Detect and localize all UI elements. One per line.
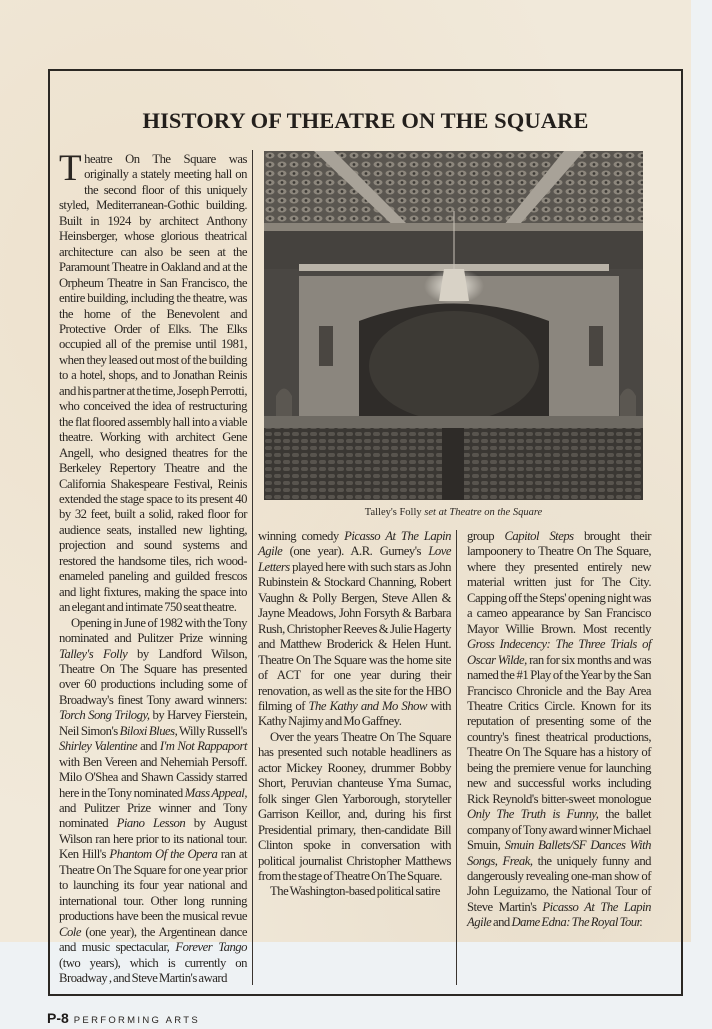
text-run: by Harvey Fierstein, Neil Simon's [59,708,247,738]
article-paragraph [59,148,247,616]
italic-title-text: Love Letters [258,544,451,574]
caption-text: set at Theatre on the Square [421,507,543,518]
text-run: Over the years Theatre On The Square has presented such notable headliners as actor Mickey Rooney, drummer Bobby Short, Peruvian chanteuse Yma Sumac, folk singer Glen Yarborough, storyteller Garrison Keillor, and, during his first Presidential primary, then-candidate Bill Clinton spoke in conversation with political journalist Christopher Matthews from the stage of Theatre On The Square. [258,729,451,883]
page-footer [47,1010,200,1029]
text-run: ran for six months and was named the #1 Play of the Year by the San Francisco Chronicle and the Bay Area Theatre Critics Circle. Known for its reputation of presenting some of the country's finest theatrical productions, Theatre On The Square has a history of being the premiere venue for launching new and successful works including Rick Reynold's bitter-sweet monologue [467,652,652,806]
text-run: The Washington-based political satire [270,884,440,899]
italic-title-text: Dame Edna: The Royal Tour. [511,915,643,930]
italic-title-text: Gross Indecency: The Three Trials of Oscar Wilde, [467,637,651,667]
italic-title-text: Picasso At The Lapin Agile [258,529,451,559]
text-run: group [467,529,505,543]
article-title: HISTORY OF THEATRE ON THE SQUARE [142,108,589,133]
text-run: Willy Russell's [177,723,247,738]
text-run: and [491,915,512,930]
text-run: ran at Theatre On The Square for one year prior to launching its four year national and international tour. Other long running productions have been the musical revue [59,847,248,924]
text-run: winning comedy [258,529,345,543]
article-paragraph [59,616,247,987]
photo-caption [264,506,643,519]
text-run: played here with such stars as John Rubinstein & Stockard Channing, Robert Vaughn & Polly Bergen, Steve Allen & Jayne Meadows, John Forsyth & Barbara Rush, Christopher Reeves & Julie Hagerty and Matthew Broderick & Helen Hunt. Theatre On The Square was the home site of ACT for one year during their renovation, as well as the site for the HBO filming of [258,559,451,713]
article-paragraph [258,884,451,899]
text-run: heatre On The Square was originally a stately meeting hall on the second floor of this uniquely styled, Mediterranean-Gothic building. Built in 1924 by architect Anthony Heinsberger, whose glorious theatrical architecture can also be seen at the Paramount Theatre in Oakland and at the Orpheum Theatre in San Francisco, the entire building, including the theatre, was the home of the Benevolent and Protective Order of Elks. The Elks occupied all of the premise until 1981, when they leased out most of the building to a hotel, shops, and to Jonathan Reinis and his partner at the time, Joseph Perrotti, who conceived the idea of restructuring the flat floored assembly hall into a viable theatre. Working with architect Gene Angell, who designed theatres for the Berkeley Repertory Theatre and the California Shakespeare Festival, Reinis extended the stage space to its present 40 by 32 feet, built a solid, raked floor for audience seats, installed new lighting, projection and sound systems and restored the handsome tiles, rich wood-enameled paneling and guilded frescos and light fixtures, making the space into an elegant and intimate 750 seat theatre. [59,152,247,615]
text-run: and Pulitzer Prize winner and Tony nominated [59,801,247,831]
text-run: brought their lampoonery to Theatre On The Square, where they presented entirely new material written just for The City. Capping off the Steps' opening night was a cameo appearance by San Francisco Mayor Willie Brown. Most recently [467,529,651,636]
text-run: (one year). A.R. Gurney's [282,544,429,559]
italic-title-text: Mass Appeal, [184,785,248,800]
article-column-2 [258,529,451,900]
italic-title-text: The Kathy and Mo Show [308,698,427,713]
page-number: P-8 [47,1010,69,1026]
text-run: by August Wilson ran here prior to its national tour. Ken Hill's [59,816,248,862]
column-divider [252,150,253,985]
text-run: the uniquely funny and dangerously revealing one-man show of John Leguizamo, the National Tour of Steve Martin's [467,853,652,914]
italic-title-text: Shirley Valentine [59,739,138,754]
italic-title-text: Cole [59,924,81,939]
text-run: the ballet company of Tony award winner Michael Smuin, [467,807,651,853]
caption-show-title: Talley's Folly [364,507,422,518]
article-paragraph [258,730,451,885]
italic-title-text: Torch Song Trilogy, [59,708,150,723]
column-divider [456,530,457,985]
theatre-photo-image [264,151,643,500]
text-run: with Ben Vereen and Nehemiah Persoff. Milo O'Shea and Shawn Cassidy starred here in the Tony nominated [59,754,247,800]
italic-title-text: Smuin Ballets/SF Dances With Songs, Freak, [467,838,652,868]
italic-title-text: Piano Lesson [116,816,186,831]
drop-cap: T [59,148,82,189]
italic-title-text: Capitol Steps [504,529,574,543]
article-paragraph [467,529,651,931]
italic-title-text: I'm Not Rappaport [159,739,247,754]
text-run: (one year), the Argentinean dance and music spectacular, [59,924,247,955]
italic-title-text: Phantom Of the Opera [109,847,218,862]
article-column-3 [467,529,651,931]
italic-title-text: Forever Tango [175,940,247,955]
text-run: with Kathy Najimy and Mo Gaffney. [258,698,451,729]
italic-title-text: Biloxi Blues, [119,723,178,738]
section-name: PERFORMING ARTS [73,1015,200,1026]
article-column-1 [59,148,248,986]
italic-title-text: Only The Truth is Funny, [467,807,599,822]
article-paragraph [258,529,451,730]
italic-title-text: Talley's Folly [59,646,128,661]
text-run: by Landford Wilson, Theatre On The Square has presented over 60 productions including some of Broadway's finest Tony award winners: [59,646,247,707]
text-run: Opening in June of 1982 with the Tony nominated and Pulitzer Prize winning [59,615,247,646]
text-run: and [137,739,160,754]
theatre-interior-photo [264,151,643,500]
italic-title-text: Picasso At The Lapin Agile [467,899,651,930]
text-run: (two years), which is currently on Broadway , and Steve Martin's award [59,955,247,986]
